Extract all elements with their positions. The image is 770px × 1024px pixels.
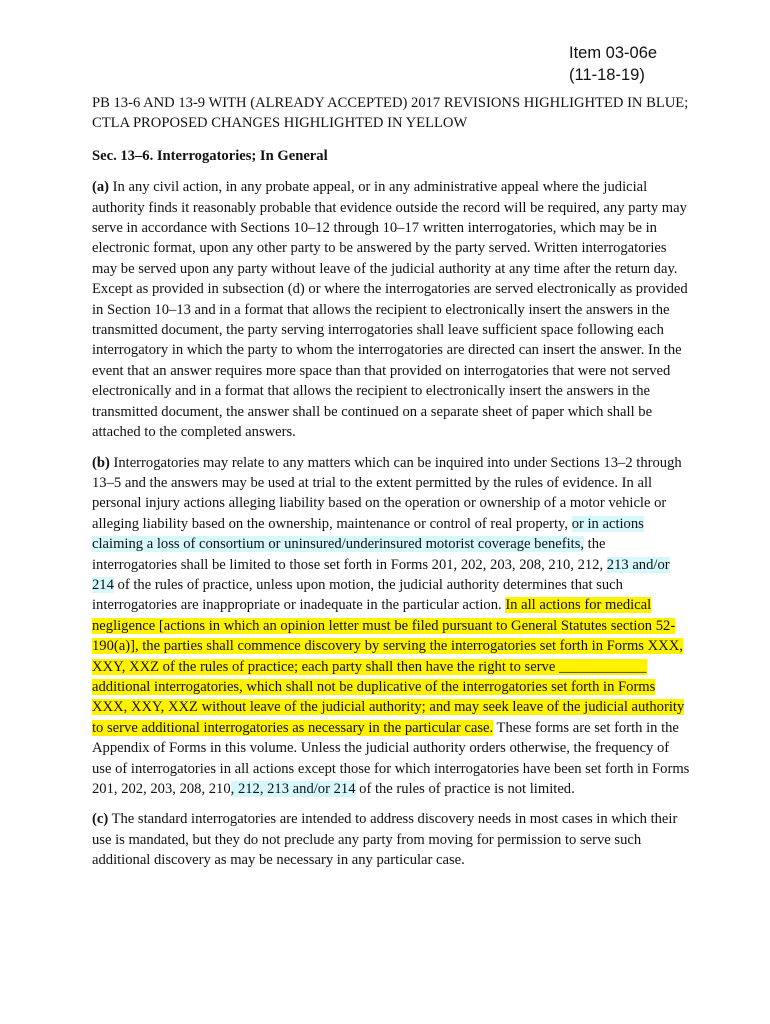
section-title xyxy=(92,146,692,166)
paragraph-b-text-1: Interrogatories may relate to any matters which can be inquired into under Sections 13–2 through 13–5 and the answers may be used at trial to the extent permitted by the rules of evidence. In all personal injury actions alleging liability based on the operation or ownership of a motor vehicle or alleging liability based on the ownership, maintenance or control of real property, xyxy=(92,454,682,532)
paragraph-b xyxy=(92,453,692,800)
item-date: (11-18-19) xyxy=(569,66,645,84)
blue-highlight-consortium: or in actions claiming a loss of consortium or uninsured/underinsured motorist coverage benefits, xyxy=(92,515,644,553)
document-body xyxy=(92,93,692,881)
item-number: Item 03-06e xyxy=(569,44,658,62)
document-heading: PB 13-6 AND 13-9 WITH (ALREADY ACCEPTED) 2017 REVISIONS HIGHLIGHTED IN BLUE; CTLA PROPOSED CHANGES HIGHLIGHTED IN YELLOW xyxy=(92,95,689,132)
paragraph-b-text-5: of the rules of practice is not limited. xyxy=(355,781,575,797)
item-number-header xyxy=(569,42,657,86)
paragraph-c xyxy=(92,809,692,870)
yellow-highlight-medical-negligence: In all actions for medical negligence [actions in which an opinion letter must be filed pursuant to General Statutes section 52-190(a)], the parties shall commence discovery by serving the interrogatories set forth in Forms XXX, XXY, XXZ of the rules of practice; each party shall then have the right to serve ____________ additional interrogatories, which shall not be duplicative of the interrogatories set forth in Forms XXX, XXY, XXZ without leave of the judicial authority; and may seek leave of the judicial authority to serve additional interrogatories as necessary in the particular case. xyxy=(92,597,685,736)
paragraph-c-text: The standard interrogatories are intended to address discovery needs in most cases in which their use is mandated, but they do not preclude any party from moving for permission to serve such additional discovery as may be necessary in any particular case. xyxy=(92,811,678,869)
section-separator: . xyxy=(149,147,157,164)
paragraph-b-text-3: of the rules of practice, unless upon motion, the judicial authority determines that such interrogatories are inappropriate or inadequate in the particular action. xyxy=(92,576,623,614)
section-name: Interrogatories; In General xyxy=(156,147,328,164)
paragraph-b-text-2: the interrogatories shall be limited to those set forth in Forms 201, 202, 203, 208, 210, 212, xyxy=(92,536,607,573)
paragraph-b-label: (b) xyxy=(92,454,110,471)
paragraph-c-label: (c) xyxy=(92,811,109,828)
paragraph-a-text: In any civil action, in any probate appeal, or in any administrative appeal where the judicial authority finds it reasonably probable that evidence outside the record will be required, any party may serve in accordance with Sections 10–12 through 10–17 written interrogatories, which may be in electronic format, upon any other party to be answered by the party served. Written interrogatories may be served upon any party without leave of the judicial authority at any time after the return day. Except as provided in subsection (d) or where the interrogatories are served electronically as provided in Section 10–13 and in a format that allows the recipient to electronically insert the answers in the transmitted document, the party serving interrogatories shall leave sufficient space following each interrogatory in which the party to whom the interrogatories are directed can insert the answer. In the event that an answer requires more space than that provided on interrogatories that were not served electronically and in a format that allows the recipient to electronically insert the answers in the transmitted document, the answer shall be continued on a separate sheet of paper which shall be attached to the completed answers. xyxy=(92,179,688,441)
paragraph-b-text-4: These forms are set forth in the Appendix of Forms in this volume. Unless the judicial authority orders otherwise, the frequency of use of interrogatories in all actions except those for which interrogatories have been set forth in Forms 201, 202, 203, 208, 210 xyxy=(92,719,690,797)
blue-highlight-forms-1: 213 and/or 214 xyxy=(92,556,670,593)
section-number: Sec. 13–6 xyxy=(92,147,150,164)
blue-highlight-forms-2: , 212, 213 and/or 214 xyxy=(230,781,356,797)
paragraph-a xyxy=(92,177,692,442)
paragraph-a-label: (a) xyxy=(92,179,110,196)
